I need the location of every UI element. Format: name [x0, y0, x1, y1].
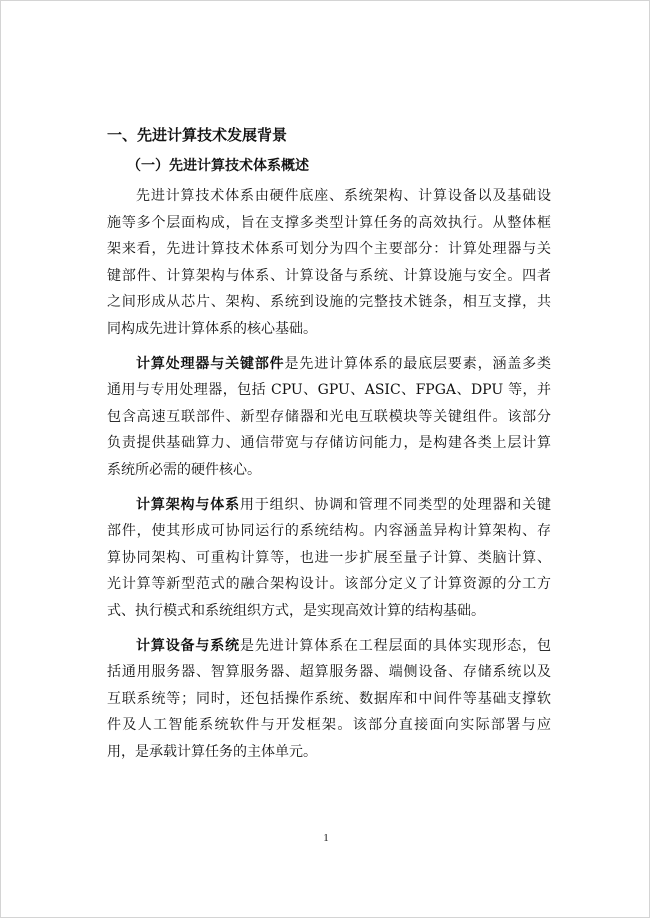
paragraph-overview — [107, 183, 551, 343]
bold-term: 计算设备与系统 — [136, 637, 240, 654]
text-line: 用，是承载计算任务的主体单元。 — [107, 743, 317, 760]
bold-term: 计算处理器与关键部件 — [136, 355, 285, 372]
text-run: 用于组织、协调和管理不同类型的处理器和关键 — [239, 496, 551, 513]
text-line: 包含高速互联部件、新型存储器和光电互联模块等关键组件。该部分 — [107, 408, 551, 425]
text-line: 部件，使其形成可协同运行的系统结构。内容涵盖异构计算架构、存 — [107, 523, 551, 540]
paragraph-devices — [107, 633, 551, 766]
text-line: 同构成先进计算体系的核心基础。 — [107, 320, 317, 337]
text-line — [107, 633, 551, 660]
text-line: 算协同架构、可重构计算等，也进一步扩展至量子计算、类脑计算、 — [107, 549, 551, 566]
paragraph-processors — [107, 351, 551, 484]
text-line: 负责提供基础算力、通信带宽与存储访问能力，是构建各类上层计算 — [107, 435, 551, 452]
paragraph-architecture — [107, 492, 551, 625]
text-line: 互联系统等；同时，还包括操作系统、数据库和中间件等基础支撑软 — [107, 690, 551, 707]
text-line: 系统所必需的硬件核心。 — [107, 461, 261, 478]
text-line: 括通用服务器、智算服务器、超算服务器、端侧设备、存储系统以及 — [107, 664, 551, 681]
section-heading: 一、先进计算技术发展背景 — [107, 126, 288, 144]
text-line: 之间形成从芯片、架构、系统到设施的完整技术链条，相互支撑，共 — [107, 294, 551, 311]
bold-term: 计算架构与体系 — [136, 496, 240, 513]
text-line: 施等多个层面构成，旨在支撑多类型计算任务的高效执行。从整体框 — [107, 214, 551, 231]
text-line: 通用与专用处理器，包括 CPU、GPU、ASIC、FPGA、DPU 等，并 — [107, 382, 551, 399]
text-run: 是先进计算体系在工程层面的具体实现形态，包 — [239, 637, 551, 654]
text-line: 光计算等新型范式的融合架构设计。该部分定义了计算资源的分工方 — [107, 576, 551, 593]
subsection-heading: （一）先进计算技术体系概述 — [127, 158, 309, 174]
text-line: 键部件、计算架构与体系、计算设备与系统、计算设施与安全。四者 — [107, 267, 551, 284]
text-line: 式、执行模式和系统组织方式，是实现高效计算的结构基础。 — [107, 602, 485, 619]
page-content — [107, 123, 551, 765]
text-line: 架来看，先进计算技术体系可划分为四个主要部分：计算处理器与关 — [107, 241, 551, 258]
text-line — [107, 351, 551, 378]
text-line: 件及人工智能系统软件与开发框架。该部分直接面向实际部署与应 — [107, 717, 551, 734]
text-line — [107, 492, 551, 519]
text-run: 是先进计算体系的最底层要素，涵盖多类 — [284, 355, 551, 372]
text-line: 先进计算技术体系由硬件底座、系统架构、计算设备以及基础设 — [136, 188, 551, 204]
page-number: 1 — [323, 832, 329, 844]
